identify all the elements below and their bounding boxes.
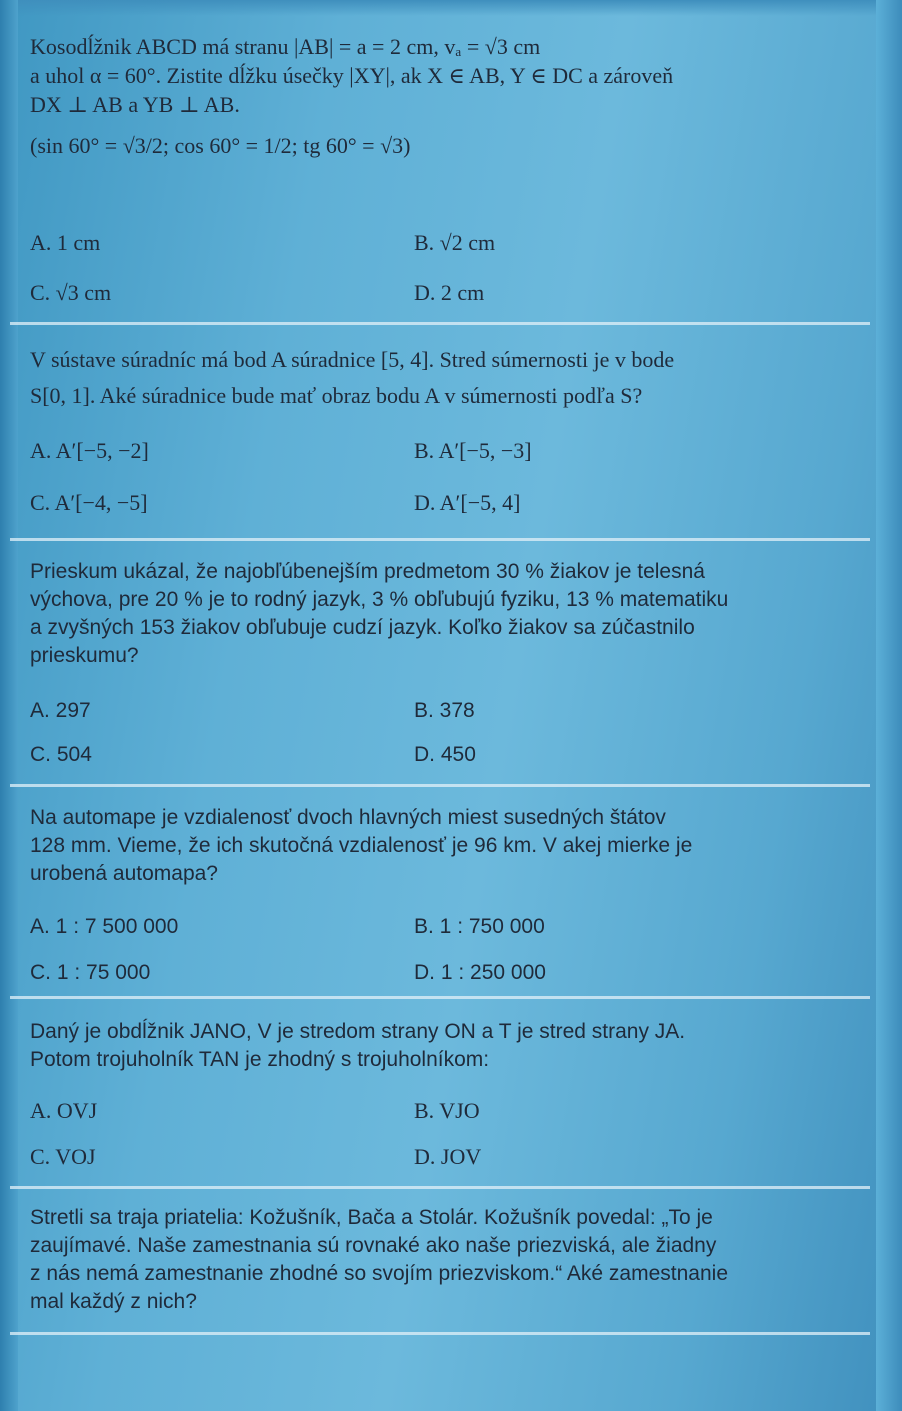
q3-line-3: a zvyšných 153 žiakov obľubuje cudzí jazyk. Koľko žiakov sa zúčastnilo: [30, 616, 695, 639]
q5-option-b[interactable]: B. VJO: [414, 1098, 480, 1123]
question-3: [30, 558, 860, 766]
q4-line-3: urobená automapa?: [30, 862, 218, 885]
divider-6: [10, 1332, 870, 1335]
q2-line-2: S[0, 1]. Aké súradnice bude mať obraz bodu A v súmernosti podľa S?: [30, 383, 643, 408]
q3-line-1: Prieskum ukázal, že najobľúbenejším predmetom 30 % žiakov je telesná: [30, 560, 705, 583]
q2-option-c[interactable]: C. A′[−4, −5]: [30, 490, 148, 515]
q5-options-row-1: [30, 1096, 860, 1126]
divider-5: [10, 1186, 870, 1189]
page-left-edge: [0, 0, 18, 1411]
q3-options-row-1: [30, 696, 860, 726]
q2-option-a[interactable]: A. A′[−5, −2]: [30, 438, 149, 463]
q4-option-d[interactable]: D. 1 : 250 000: [414, 961, 546, 984]
question-1: [30, 32, 860, 305]
question-6-stem: [30, 1204, 860, 1316]
q3-option-c[interactable]: C. 504: [30, 743, 92, 766]
q1-options-row-1: [30, 228, 860, 258]
divider-1: [10, 322, 870, 325]
question-4-stem: [30, 804, 860, 888]
question-5-stem: [30, 1018, 860, 1074]
q5-line-2: Potom trojuholník TAN je zhodný s trojuholníkom:: [30, 1048, 490, 1071]
q1-line-4: (sin 60° = √3/2; cos 60° = 1/2; tg 60° = √3): [30, 133, 411, 158]
q4-options-row-2: [30, 958, 860, 988]
q1-line-3: DX ⊥ AB a YB ⊥ AB.: [30, 92, 240, 117]
q6-line-2: zaujímavé. Naše zamestnania sú rovnaké ako naše priezviská, ale žiadny: [30, 1234, 717, 1257]
question-1-stem: [30, 32, 860, 160]
question-3-stem: [30, 558, 860, 670]
question-2: [30, 342, 860, 515]
q5-option-a[interactable]: A. OVJ: [30, 1098, 98, 1123]
page-top-shadow: [0, 0, 902, 16]
q4-option-b[interactable]: B. 1 : 750 000: [414, 915, 545, 938]
q1-option-d[interactable]: D. 2 cm: [414, 280, 485, 305]
q2-options-row-2: [30, 488, 860, 518]
divider-4: [10, 996, 870, 999]
q5-option-c[interactable]: C. VOJ: [30, 1144, 96, 1169]
q1-line-1: Kosodĺžnik ABCD má stranu |AB| = a = 2 cm, vₐ = √3 cm: [30, 34, 541, 59]
question-6: [30, 1204, 860, 1316]
q6-line-4: mal každý z nich?: [30, 1290, 197, 1313]
divider-2: [10, 538, 870, 541]
q2-option-d[interactable]: D. A′[−5, 4]: [414, 490, 521, 515]
q3-option-a[interactable]: A. 297: [30, 699, 91, 722]
q2-line-1: V sústave súradníc má bod A súradnice [5, 4]. Stred súmernosti je v bode: [30, 347, 675, 372]
q4-option-c[interactable]: C. 1 : 75 000: [30, 961, 151, 984]
q3-option-d[interactable]: D. 450: [414, 743, 476, 766]
q6-line-3: z nás nemá zamestnanie zhodné so svojím priezviskom.“ Aké zamestnanie: [30, 1262, 728, 1285]
q4-option-a[interactable]: A. 1 : 7 500 000: [30, 915, 179, 938]
q3-option-b[interactable]: B. 378: [414, 699, 475, 722]
question-2-stem: [30, 342, 860, 414]
q3-options-row-2: [30, 740, 860, 770]
q1-option-c[interactable]: C. √3 cm: [30, 280, 112, 305]
q3-line-4: prieskumu?: [30, 644, 139, 667]
q2-options-row-1: [30, 436, 860, 466]
q5-options-row-2: [30, 1142, 860, 1172]
q2-option-b[interactable]: B. A′[−5, −3]: [414, 438, 532, 463]
q4-line-1: Na automape je vzdialenosť dvoch hlavných miest susedných štátov: [30, 806, 666, 829]
q1-option-a[interactable]: A. 1 cm: [30, 230, 101, 255]
q5-option-d[interactable]: D. JOV: [414, 1144, 482, 1169]
divider-3: [10, 784, 870, 787]
q4-line-2: 128 mm. Vieme, že ich skutočná vzdialenosť je 96 km. V akej mierke je: [30, 834, 693, 857]
q6-line-1: Stretli sa traja priatelia: Kožušník, Bača a Stolár. Kožušník povedal: „To je: [30, 1206, 713, 1229]
question-4: [30, 804, 860, 984]
q5-line-1: Daný je obdĺžnik JANO, V je stredom strany ON a T je stred strany JA.: [30, 1020, 686, 1043]
q3-line-2: výchova, pre 20 % je to rodný jazyk, 3 % obľubujú fyziku, 13 % matematiku: [30, 588, 729, 611]
page-right-edge: [876, 0, 902, 1411]
q1-options-row-2: [30, 278, 860, 308]
question-5: [30, 1018, 860, 1169]
q1-option-b[interactable]: B. √2 cm: [414, 230, 496, 255]
q4-options-row-1: [30, 912, 860, 942]
q1-line-2: a uhol α = 60°. Zistite dĺžku úsečky |XY|, ak X ∈ AB, Y ∈ DC a zároveň: [30, 63, 674, 88]
